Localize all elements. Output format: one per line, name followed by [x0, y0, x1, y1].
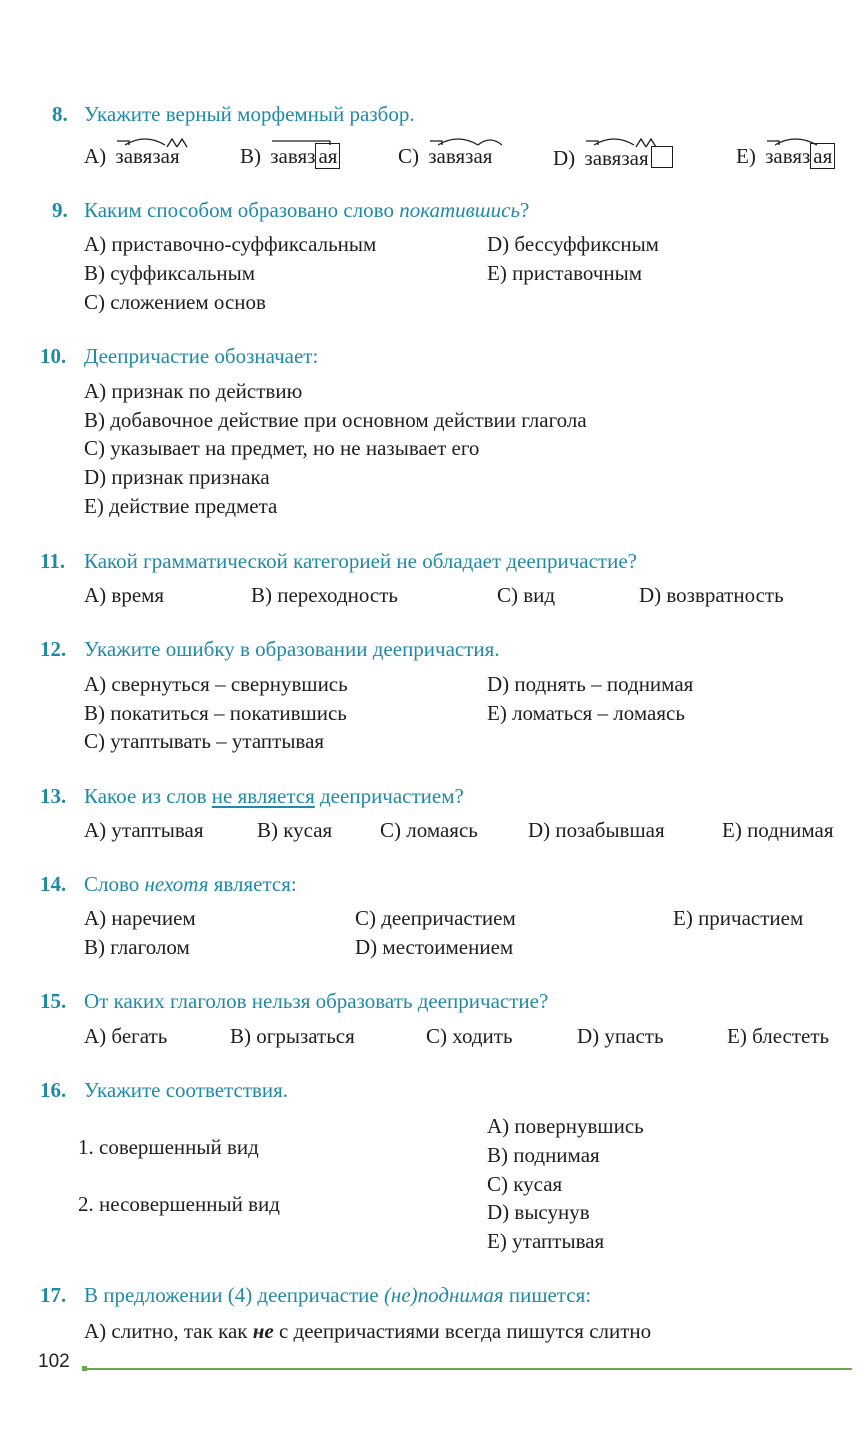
- answer-option-c[interactable]: C) ломаясь: [380, 818, 478, 842]
- answer-option-d[interactable]: D) возвратность: [639, 583, 784, 607]
- answer-option-a[interactable]: A) приставочно-суффиксальным: [84, 232, 377, 256]
- question-text: Укажите верный морфемный разбор.: [84, 102, 415, 126]
- answer-option-a[interactable]: A) свернуться – свернувшись: [84, 672, 348, 696]
- question-number: 8.: [52, 102, 68, 126]
- morpheme-word: завязая: [115, 146, 179, 167]
- footer-divider: [86, 1368, 852, 1370]
- answer-option-e[interactable]: E) причастием: [673, 906, 804, 930]
- question-number: 11.: [40, 549, 66, 573]
- answer-option-e[interactable]: E) завяз ая: [736, 146, 835, 167]
- answer-option-e[interactable]: E) ломаться – ломаясь: [487, 701, 685, 725]
- question-text: Слово нехотя является:: [84, 872, 297, 896]
- answer-option-c[interactable]: C) ходить: [426, 1024, 513, 1048]
- question-text: Какое из слов не является деепричастием?: [84, 784, 464, 808]
- morpheme-marks: [765, 137, 845, 151]
- answer-option-c[interactable]: C) завязая: [398, 146, 492, 167]
- answer-option-b[interactable]: B) завяз ая: [240, 146, 340, 167]
- question-number: 12.: [40, 637, 67, 661]
- answer-option-d[interactable]: D) поднять – поднимая: [487, 672, 694, 696]
- answer-option-b[interactable]: B) огрызаться: [230, 1024, 355, 1048]
- question-text: В предложении (4) деепричастие (не)поднимая пишется:: [84, 1283, 592, 1307]
- answer-option-a[interactable]: A) завязая: [84, 146, 180, 167]
- question-number: 13.: [40, 784, 67, 808]
- question-text: Укажите ошибку в образовании деепричастия.: [84, 637, 500, 661]
- morpheme-marks: [270, 137, 350, 151]
- answer-option-b[interactable]: B) покатиться – покатившись: [84, 701, 347, 725]
- question-number: 14.: [40, 872, 67, 896]
- answer-option-c[interactable]: C) деепричастием: [355, 906, 516, 930]
- answer-option-c[interactable]: C) утаптывать – утаптывая: [84, 729, 325, 753]
- match-left-item: 2. несовершенный вид: [78, 1192, 280, 1216]
- answer-option-b[interactable]: B) глаголом: [84, 935, 190, 959]
- match-right-item[interactable]: A) повернувшись: [487, 1114, 644, 1138]
- morpheme-word: завязая: [428, 146, 492, 167]
- morpheme-word: завязая: [584, 146, 672, 169]
- match-right-item[interactable]: C) кусая: [487, 1172, 563, 1196]
- answer-option-a[interactable]: A) признак по действию: [84, 379, 303, 403]
- match-left-item: 1. совершенный вид: [78, 1135, 259, 1159]
- question-text: От каких глаголов нельзя образовать деепричастие?: [84, 989, 549, 1013]
- answer-option-a[interactable]: A) наречием: [84, 906, 196, 930]
- answer-option-e[interactable]: E) блестеть: [727, 1024, 830, 1048]
- question-text: Деепричастие обозначает:: [84, 344, 319, 368]
- answer-option-e[interactable]: E) приставочным: [487, 261, 643, 285]
- answer-option-d[interactable]: D) упасть: [577, 1024, 664, 1048]
- answer-option-b[interactable]: B) кусая: [257, 818, 333, 842]
- question-number: 10.: [40, 344, 67, 368]
- answer-option-e[interactable]: E) поднимая: [722, 818, 834, 842]
- morpheme-marks: [428, 137, 508, 151]
- morpheme-marks: [115, 137, 195, 151]
- answer-option-b[interactable]: B) суффиксальным: [84, 261, 256, 285]
- morpheme-marks: [584, 137, 664, 151]
- answer-option-e[interactable]: E) действие предмета: [84, 494, 278, 518]
- question-number: 17.: [40, 1283, 67, 1307]
- answer-option-d[interactable]: D) завязая: [553, 146, 673, 169]
- question-text: Каким способом образовано слово покатившись?: [84, 198, 530, 222]
- question-text: Укажите соответствия.: [84, 1078, 289, 1102]
- question-text: Какой грамматической категорией не обладает деепричастие?: [84, 549, 637, 573]
- answer-option-d[interactable]: D) бессуффиксным: [487, 232, 659, 256]
- page-number: 102: [38, 1351, 70, 1372]
- question-number: 9.: [52, 198, 68, 222]
- match-right-item[interactable]: D) высунув: [487, 1200, 590, 1224]
- answer-option-a[interactable]: A) слитно, так как не с деепричастиями всегда пишутся слитно: [84, 1319, 652, 1343]
- answer-option-b[interactable]: B) добавочное действие при основном действии глагола: [84, 408, 587, 432]
- answer-option-d[interactable]: D) местоимением: [355, 935, 514, 959]
- answer-option-d[interactable]: D) признак признака: [84, 465, 270, 489]
- answer-option-a[interactable]: A) утаптывая: [84, 818, 204, 842]
- answer-option-a[interactable]: A) время: [84, 583, 165, 607]
- answer-option-c[interactable]: C) указывает на предмет, но не называет его: [84, 436, 480, 460]
- morpheme-word: завяз ая: [765, 146, 835, 167]
- match-right-item[interactable]: B) поднимая: [487, 1143, 600, 1167]
- answer-option-c[interactable]: C) сложением основ: [84, 290, 266, 314]
- answer-option-d[interactable]: D) позабывшая: [528, 818, 665, 842]
- question-number: 15.: [40, 989, 67, 1013]
- answer-option-b[interactable]: B) переходность: [251, 583, 398, 607]
- morpheme-word: завяз ая: [270, 146, 340, 167]
- match-right-item[interactable]: E) утаптывая: [487, 1229, 605, 1253]
- question-number: 16.: [40, 1078, 67, 1102]
- answer-option-c[interactable]: C) вид: [497, 583, 556, 607]
- answer-option-a[interactable]: A) бегать: [84, 1024, 168, 1048]
